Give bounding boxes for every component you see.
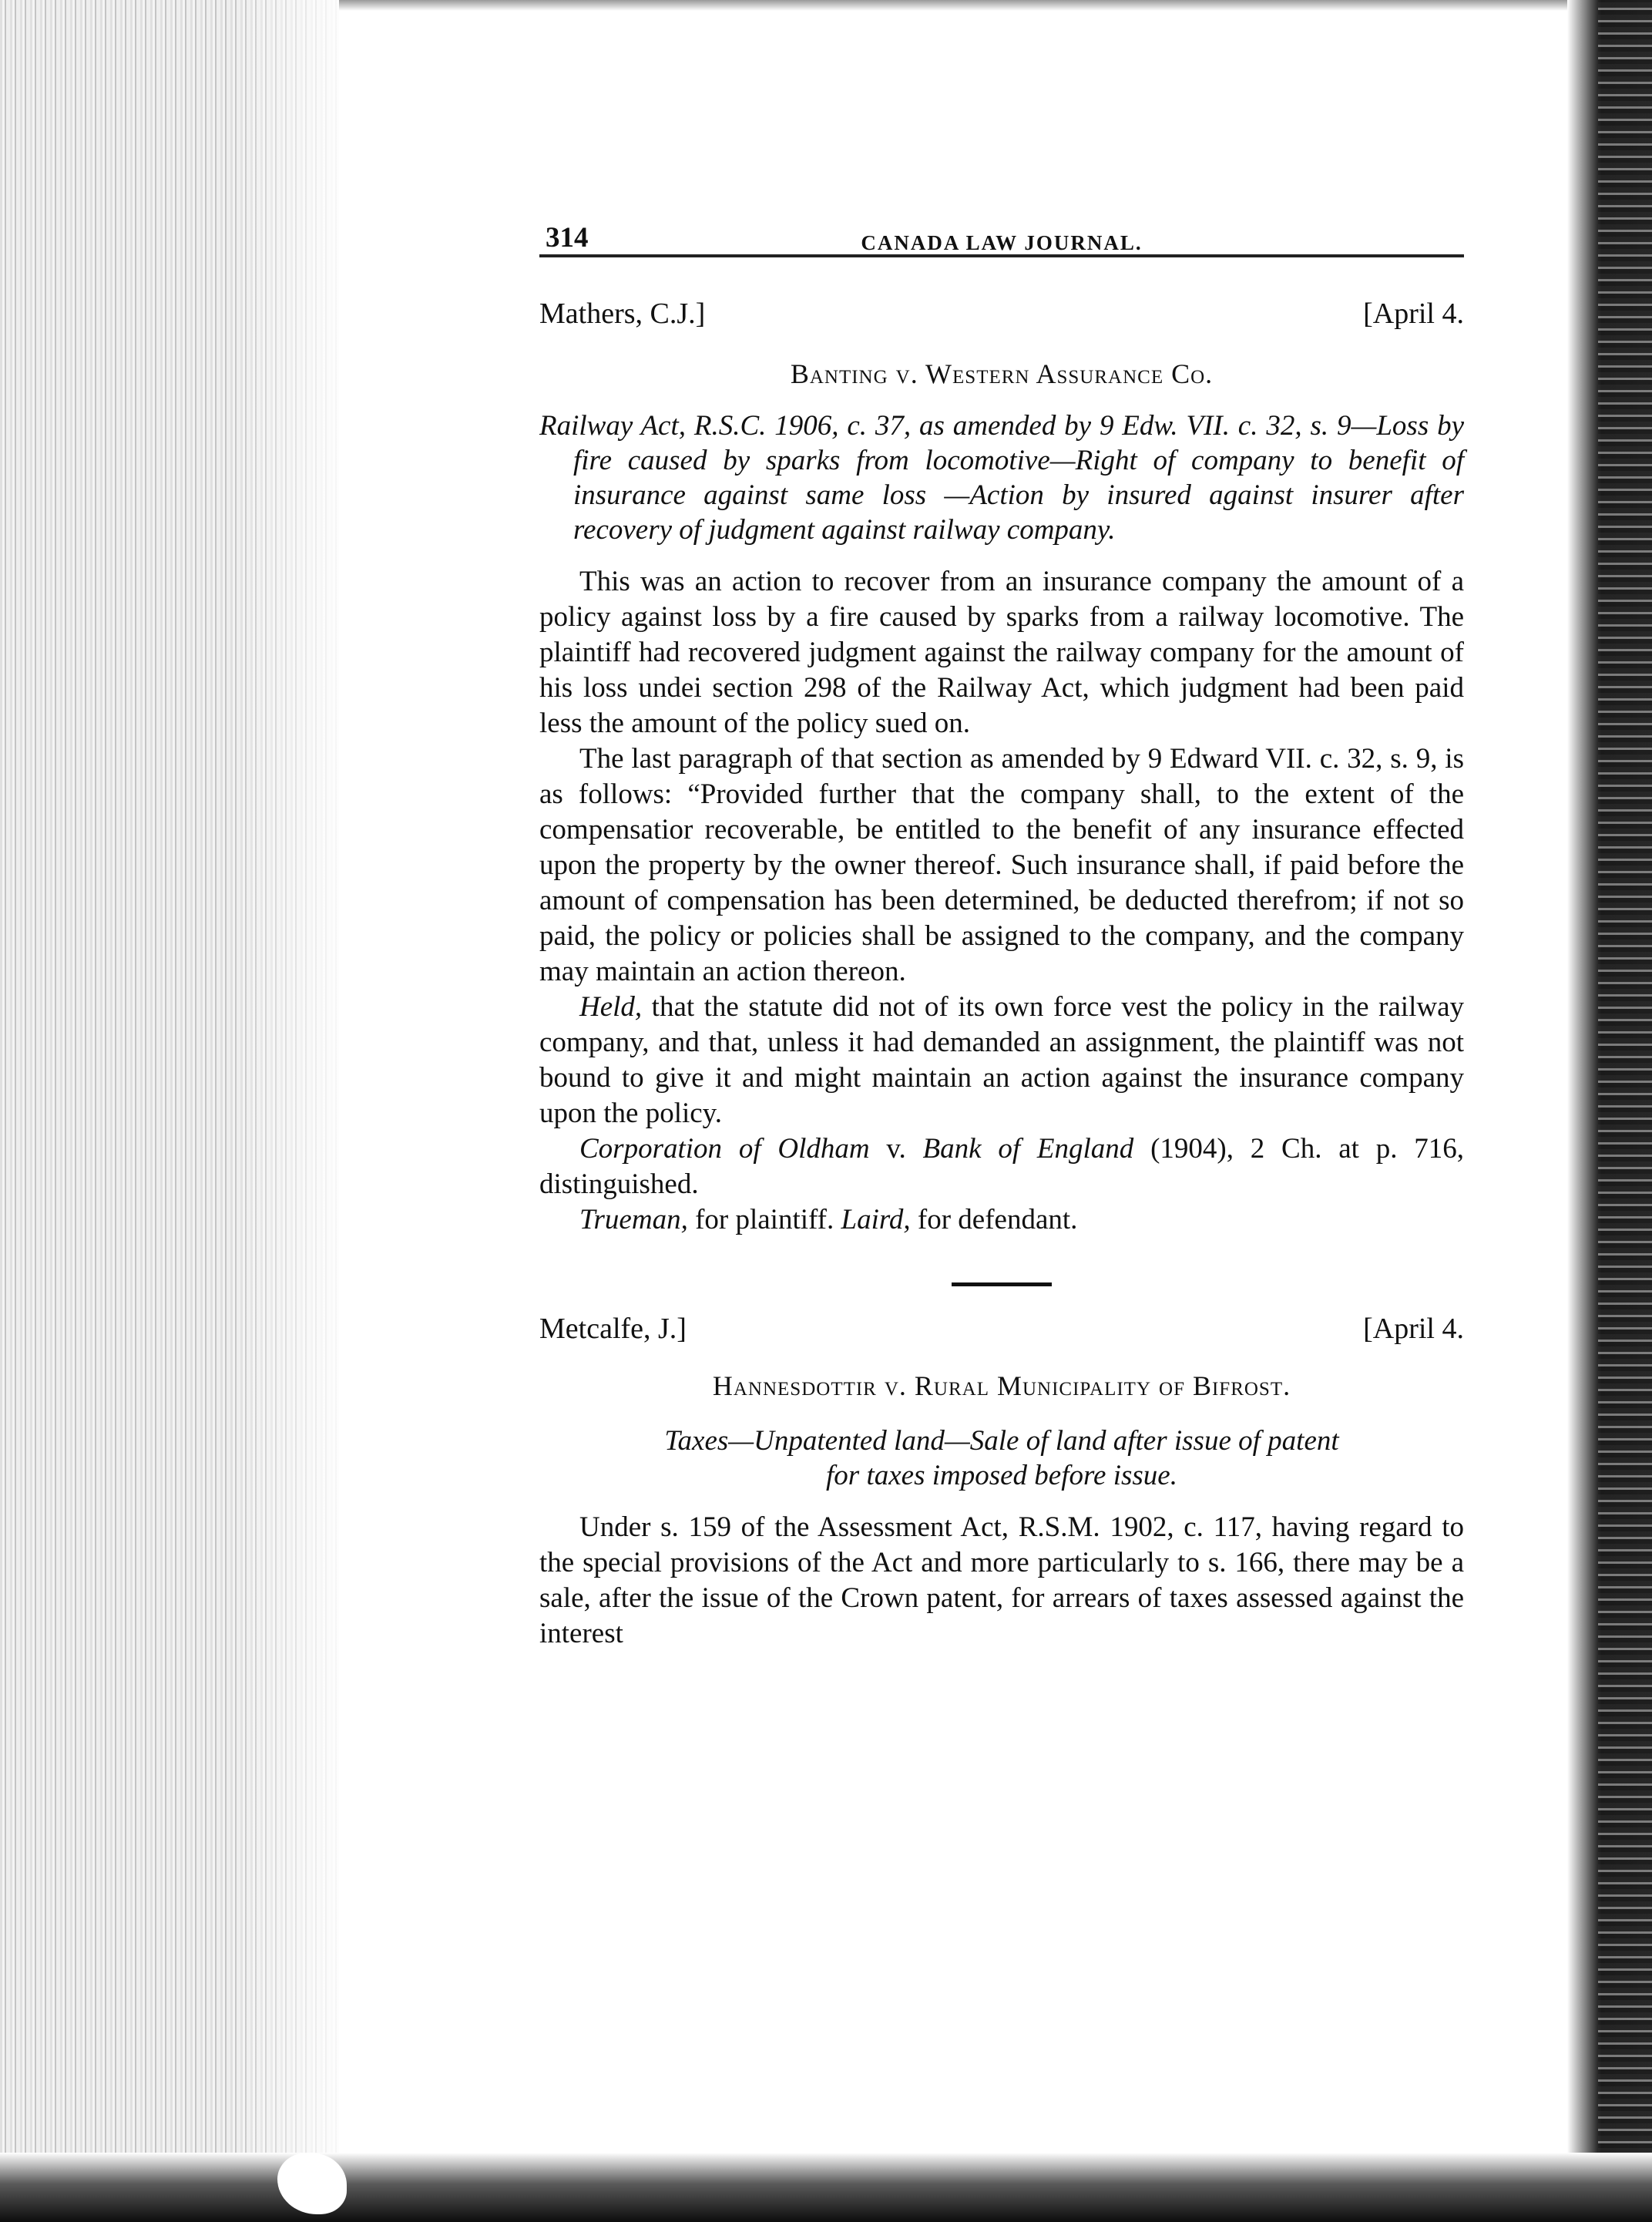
binding-fade [231, 0, 354, 2222]
case2-paragraph-1: Under s. 159 of the Assessment Act, R.S.M. 1902, c. 117, having regard to the special provisions of the Act and more particularly to s. 166, there may be a sale, after the issue of the Crown patent, for arrears of taxes assessed against the interest [539, 1511, 1464, 1649]
page-number: 314 [546, 222, 589, 254]
case2-catchwords [539, 1424, 1464, 1493]
citation-case-2: Bank of England [922, 1133, 1134, 1165]
journal-title: CANADA LAW JOURNAL. [861, 231, 1143, 254]
running-head [539, 208, 1464, 257]
citation-versus: v. [869, 1133, 923, 1165]
citation-reference: (1904), 2 Ch. at p. 716, distinguished. [539, 1133, 1464, 1200]
held-text: that the statute did not of its own force vest the policy in the railway company, and that, unless it had demanded an assignment, the plaintiff was not bound to give it and might maintain an action against the insurance company upon the policy. [539, 991, 1464, 1129]
case1-held-paragraph [539, 990, 1464, 1131]
counsel-plaintiff-name: Trueman, [579, 1204, 688, 1235]
case1-counsel [539, 1202, 1464, 1238]
held-label: Held, [579, 991, 643, 1023]
case2-catchwords-line-2: for taxes imposed before issue. [826, 1460, 1177, 1491]
case1-judge: Mathers, C.J.] [539, 297, 706, 330]
case1-title: Banting v. Western Assurance Co. [790, 358, 1214, 389]
case1-citation [539, 1131, 1464, 1202]
counsel-plaintiff-role: for plaintiff. [687, 1204, 841, 1235]
right-edge-speckle [1598, 0, 1652, 2222]
journal-page [539, 208, 1464, 1652]
counsel-defendant-name: Laird, [841, 1204, 911, 1235]
case2-judge-line [539, 1311, 1464, 1346]
case1-catchwords: Railway Act, R.S.C. 1906, c. 37, as amended by 9 Edw. VII. c. 32, s. 9—Loss by fire caused by sparks from locomotive—Right of company to benefit of insurance against same loss —Action by insured against insurer after recovery of judgment against railway company. [539, 410, 1464, 546]
counsel-defendant-role: for defendant. [910, 1204, 1078, 1235]
section-divider [952, 1282, 1052, 1286]
case1-paragraph-2: The last paragraph of that section as amended by 9 Edward VII. c. 32, s. 9, is as follows: “Provided further that the company shall, to the extent of the compensatior recoverable, be entitled to the benefit of any insurance effected upon the property by the owner thereof. Such insurance shall, if paid before the amount of compensation has been determined, be deducted therefrom; if not so paid, the policy or policies shall be assigned to the company, and the company may maintain an action thereon. [539, 743, 1464, 987]
case1-judge-line [539, 296, 1464, 331]
case1-paragraph-1: This was an action to recover from an insurance company the amount of a policy against loss by a fire caused by sparks from a railway locomotive. The plaintiff had recovered judgment against the railway company for the amount of his loss undei section 298 of the Railway Act, which judgment had been paid less the amount of the policy sued on. [539, 566, 1464, 739]
bottom-page-edge [0, 2153, 1652, 2222]
case2-judge: Metcalfe, J.] [539, 1313, 687, 1345]
case2-date: [April 4. [1363, 1313, 1464, 1345]
case1-date: [April 4. [1363, 297, 1464, 330]
case2-title: Hannesdottir v. Rural Municipality of Bifrost. [712, 1370, 1291, 1401]
case2-catchwords-line-1: Taxes—Unpatented land—Sale of land after issue of patent [664, 1425, 1339, 1457]
citation-case-1: Corporation of Oldham [579, 1133, 870, 1165]
top-page-edge [339, 0, 1572, 11]
